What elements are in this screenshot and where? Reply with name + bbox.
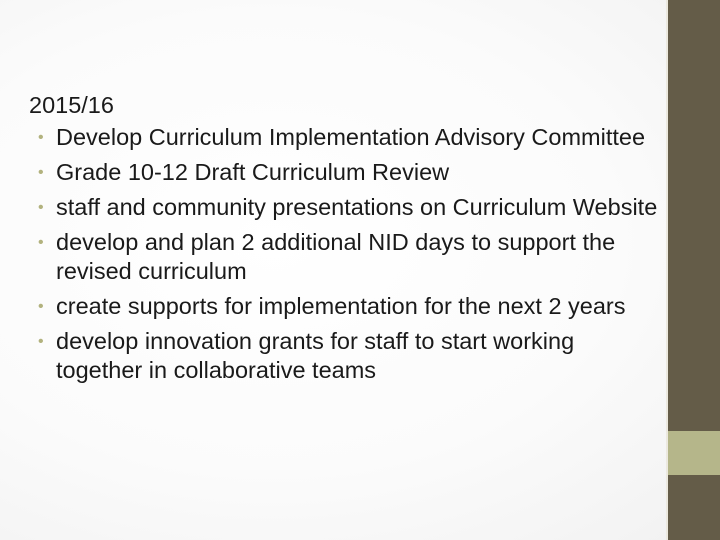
- side-accent-block: [666, 431, 720, 475]
- bullet-text: Grade 10-12 Draft Curriculum Review: [56, 159, 450, 185]
- bullet-text: develop innovation grants for staff to start working together in collaborative teams: [56, 328, 575, 383]
- list-item: [29, 193, 665, 222]
- bullet-list: [29, 123, 665, 385]
- bullet-text: develop and plan 2 additional NID days to support the revised curriculum: [56, 229, 616, 284]
- bullet-dot-icon: •: [38, 129, 44, 146]
- slide-heading: 2015/16: [29, 92, 114, 118]
- bullet-dot-icon: •: [38, 298, 44, 315]
- list-item: [29, 123, 665, 152]
- list-item: [29, 292, 665, 321]
- bullet-dot-icon: •: [38, 164, 44, 181]
- bullet-dot-icon: •: [38, 199, 44, 216]
- bullet-text: create supports for implementation for the next 2 years: [56, 293, 626, 319]
- bullet-dot-icon: •: [38, 333, 44, 350]
- slide-content: [29, 91, 665, 391]
- list-item: [29, 327, 665, 385]
- list-item: [29, 158, 665, 187]
- bullet-text: staff and community presentations on Curriculum Website: [56, 194, 658, 220]
- bullet-text: Develop Curriculum Implementation Advisory Committee: [56, 124, 646, 150]
- list-item: [29, 228, 665, 286]
- bullet-dot-icon: •: [38, 234, 44, 251]
